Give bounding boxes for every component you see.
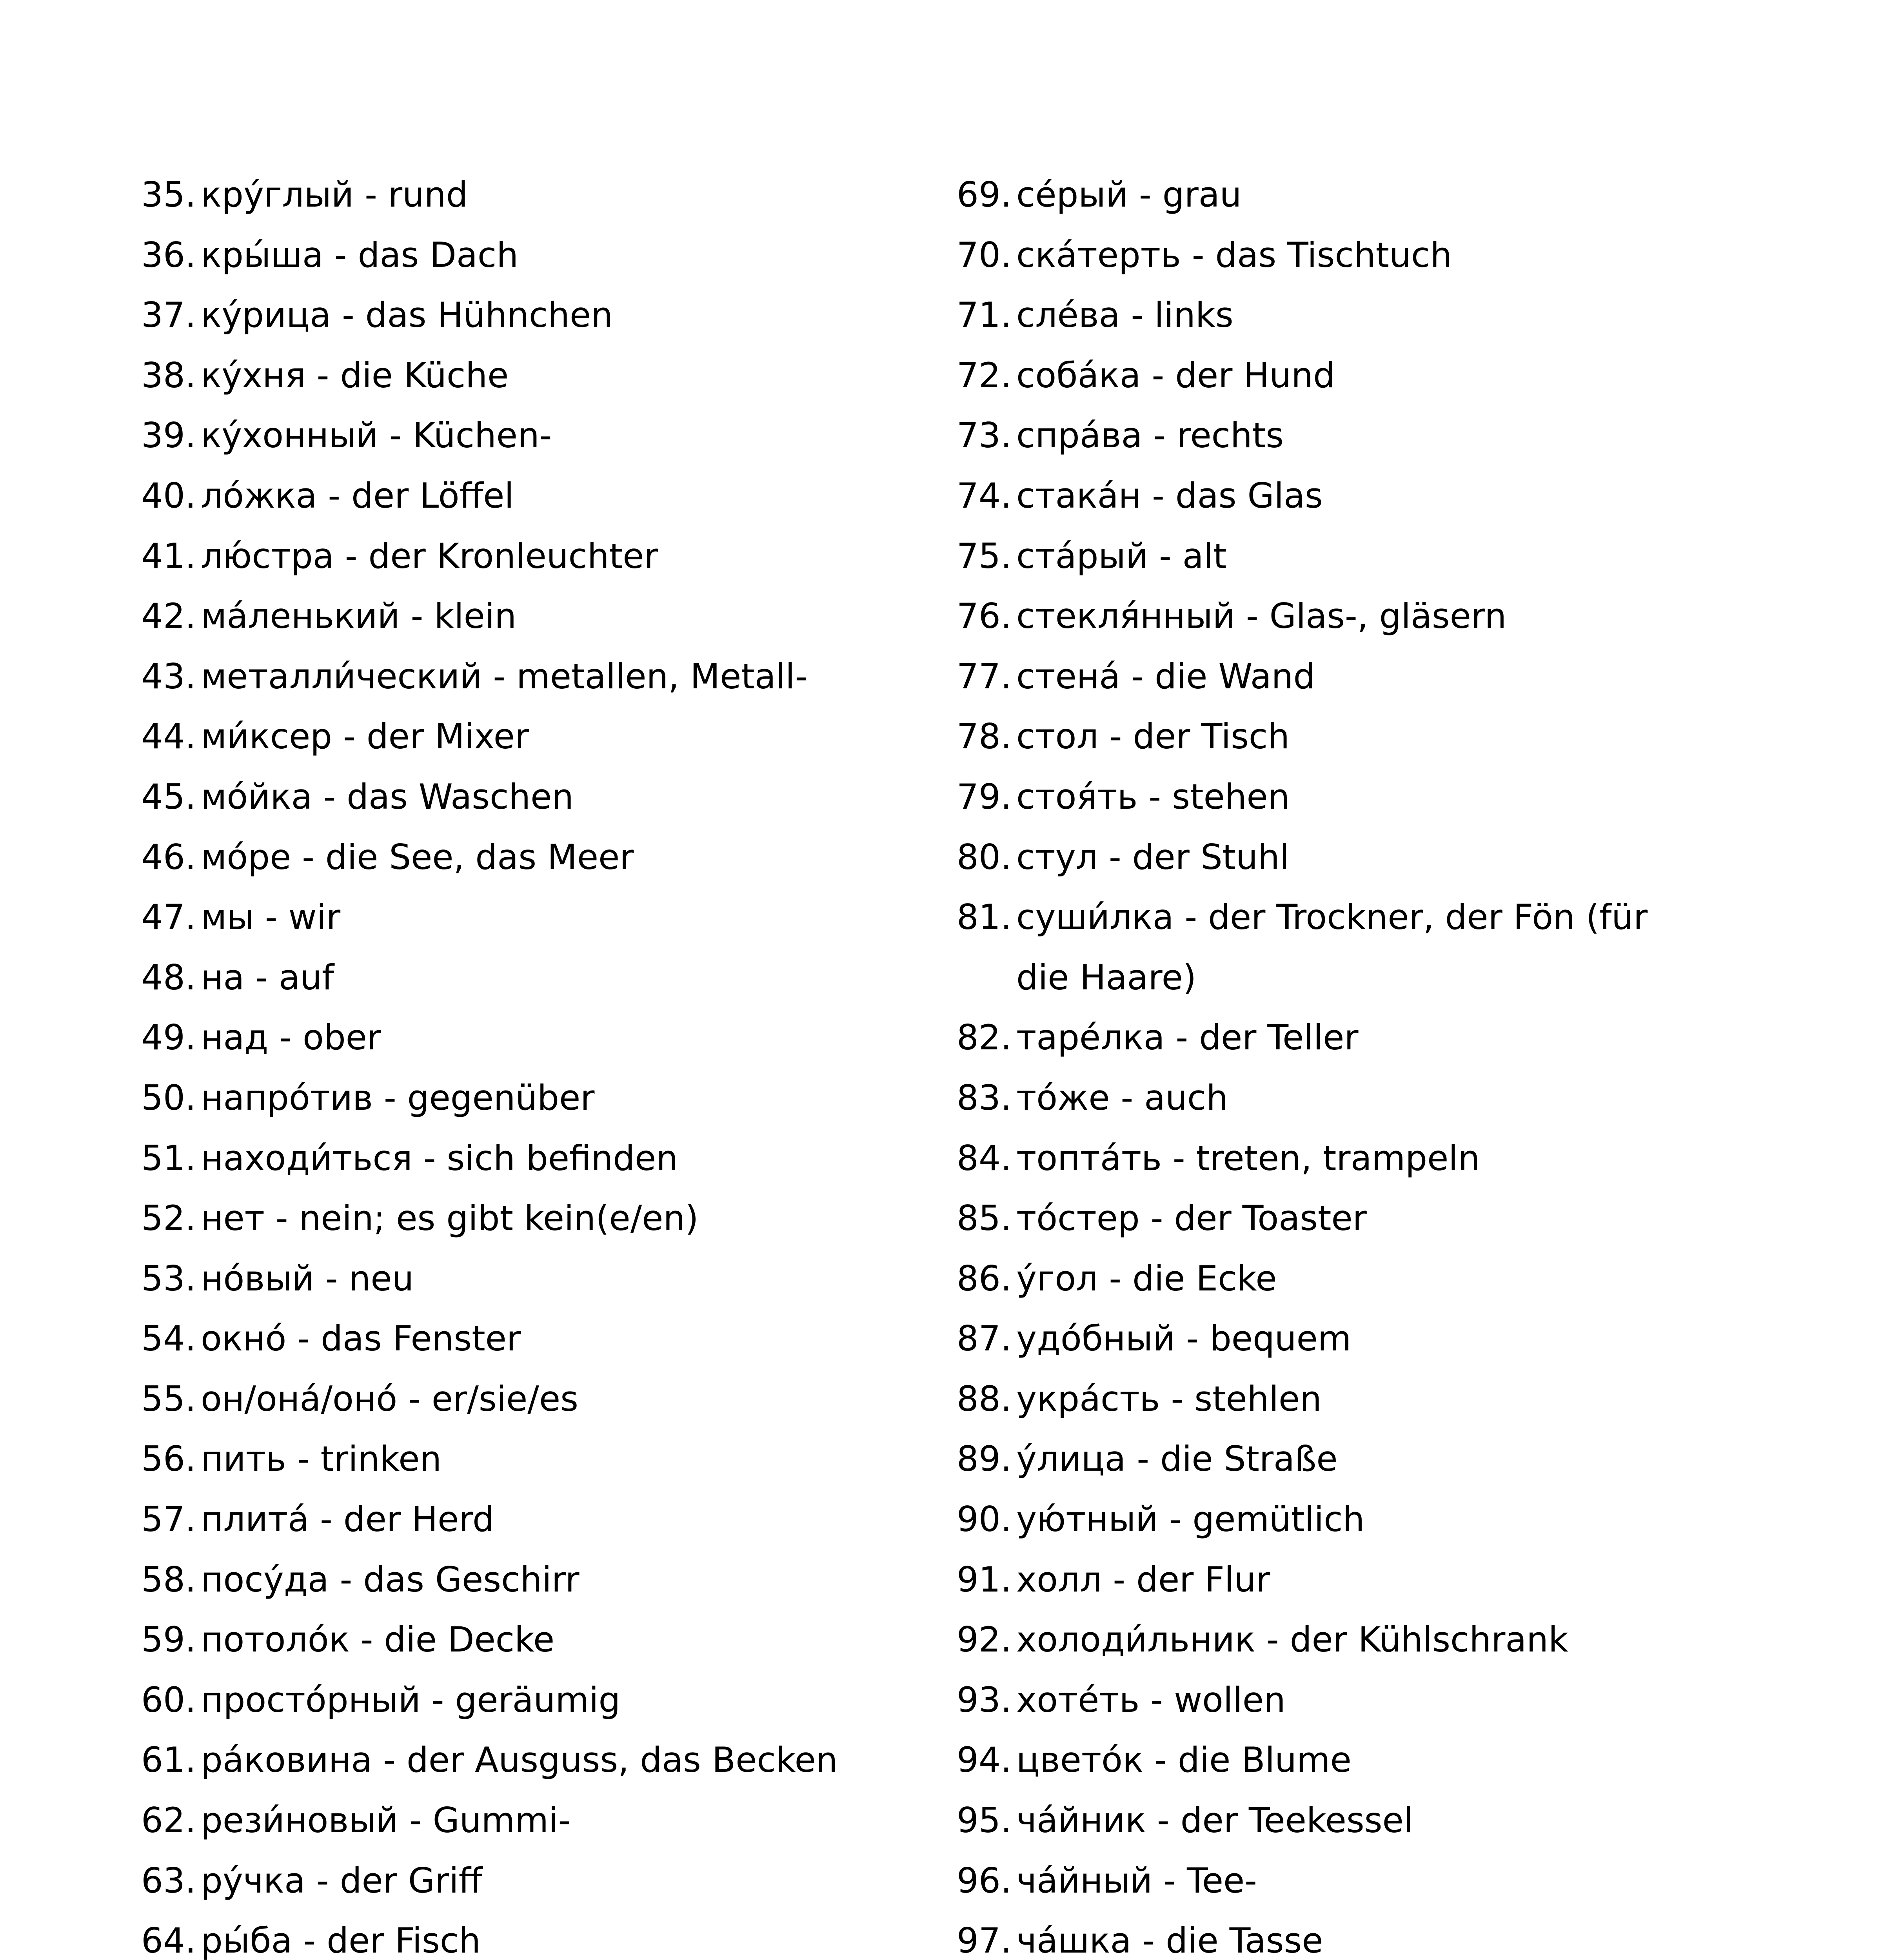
entry-number: 97. bbox=[957, 1920, 1012, 1960]
entry-number: 95. bbox=[957, 1800, 1012, 1841]
entry-text: то́же - auch bbox=[1016, 1077, 1228, 1118]
vocab-entry bbox=[957, 1308, 1741, 1369]
entry-text: пить - trinken bbox=[201, 1439, 442, 1479]
vocab-entry bbox=[141, 345, 917, 406]
vocab-entry bbox=[957, 767, 1741, 827]
entry-text: стекля́нный - Glas-, gläsern bbox=[1016, 596, 1507, 637]
entry-text: цвето́к - die Blume bbox=[1016, 1740, 1352, 1780]
vocab-entry bbox=[141, 405, 917, 466]
entry-number: 48. bbox=[141, 957, 196, 998]
vocab-entry bbox=[141, 586, 917, 646]
entry-text: укра́сть - stehlen bbox=[1016, 1378, 1322, 1419]
vocab-entry bbox=[141, 1550, 917, 1610]
vocab-entry bbox=[141, 1369, 917, 1429]
entry-number: 62. bbox=[141, 1800, 196, 1841]
vocab-entry bbox=[957, 526, 1741, 586]
vocab-entry bbox=[957, 1068, 1741, 1128]
entry-number: 94. bbox=[957, 1740, 1012, 1780]
entry-number: 89. bbox=[957, 1439, 1012, 1479]
entry-number: 39. bbox=[141, 415, 196, 456]
entry-text: лю́стра - der Kronleuchter bbox=[201, 535, 658, 576]
entry-text: суши́лка - der Trockner, der Fön (für die Haare) bbox=[1016, 897, 1648, 998]
vocab-entry bbox=[957, 1911, 1741, 1960]
entry-number: 55. bbox=[141, 1378, 196, 1419]
vocab-entry bbox=[141, 827, 917, 887]
vocabulary-list-left bbox=[141, 165, 917, 1960]
entry-number: 92. bbox=[957, 1619, 1012, 1660]
entry-number: 96. bbox=[957, 1860, 1012, 1901]
vocab-entry bbox=[141, 1790, 917, 1851]
entry-number: 85. bbox=[957, 1198, 1012, 1239]
entry-text: ма́ленький - klein bbox=[201, 596, 517, 637]
entry-text: ую́тный - gemütlich bbox=[1016, 1499, 1365, 1540]
vocab-entry bbox=[141, 1188, 917, 1249]
entry-text: рези́новый - Gummi- bbox=[201, 1800, 571, 1841]
entry-number: 61. bbox=[141, 1740, 196, 1780]
vocab-entry bbox=[141, 1308, 917, 1369]
vocab-entry bbox=[957, 706, 1741, 767]
entry-number: 91. bbox=[957, 1559, 1012, 1600]
entry-text: над - ober bbox=[201, 1017, 381, 1058]
entry-text: ми́ксер - der Mixer bbox=[201, 716, 529, 757]
entry-number: 57. bbox=[141, 1499, 196, 1540]
vocab-entry bbox=[957, 345, 1741, 406]
entry-number: 73. bbox=[957, 415, 1012, 456]
entry-text: нет - nein; es gibt kein(e/en) bbox=[201, 1198, 699, 1239]
vocab-entry bbox=[141, 1007, 917, 1068]
vocab-entry bbox=[141, 1249, 917, 1309]
entry-text: ку́хня - die Küche bbox=[201, 355, 509, 396]
vocab-entry bbox=[957, 1249, 1741, 1309]
entry-number: 72. bbox=[957, 355, 1012, 396]
vocab-entry bbox=[141, 285, 917, 345]
entry-number: 41. bbox=[141, 535, 196, 576]
vocab-entry bbox=[957, 1730, 1741, 1790]
vocab-entry bbox=[141, 767, 917, 827]
entry-number: 42. bbox=[141, 596, 196, 637]
entry-text: се́рый - grau bbox=[1016, 174, 1242, 215]
entry-number: 80. bbox=[957, 837, 1012, 877]
vocab-entry bbox=[141, 1851, 917, 1911]
vocab-entry bbox=[141, 646, 917, 707]
entry-number: 90. bbox=[957, 1499, 1012, 1540]
entry-number: 40. bbox=[141, 475, 196, 516]
entry-text: сле́ва - links bbox=[1016, 295, 1233, 336]
entry-text: то́стер - der Toaster bbox=[1016, 1198, 1367, 1239]
entry-number: 82. bbox=[957, 1017, 1012, 1058]
entry-text: ста́рый - alt bbox=[1016, 535, 1227, 576]
entry-number: 83. bbox=[957, 1077, 1012, 1118]
entry-number: 54. bbox=[141, 1318, 196, 1359]
entry-number: 46. bbox=[141, 837, 196, 877]
entry-number: 50. bbox=[141, 1077, 196, 1118]
entry-number: 47. bbox=[141, 897, 196, 938]
entry-text: ча́йник - der Teekessel bbox=[1016, 1800, 1413, 1841]
entry-number: 45. bbox=[141, 776, 196, 817]
entry-number: 53. bbox=[141, 1258, 196, 1299]
vocab-entry bbox=[141, 1489, 917, 1550]
entry-number: 36. bbox=[141, 234, 196, 275]
entry-text: ло́жка - der Löffel bbox=[201, 475, 514, 516]
vocab-entry bbox=[141, 1730, 917, 1790]
entry-text: ча́йный - Tee- bbox=[1016, 1860, 1257, 1901]
vocab-entry bbox=[141, 1429, 917, 1489]
entry-number: 86. bbox=[957, 1258, 1012, 1299]
vocab-entry bbox=[957, 827, 1741, 887]
vocab-entry bbox=[957, 887, 1741, 1007]
entry-number: 71. bbox=[957, 295, 1012, 336]
vocab-entry bbox=[957, 1670, 1741, 1730]
vocab-entry bbox=[957, 405, 1741, 466]
entry-number: 37. bbox=[141, 295, 196, 336]
vocab-entry bbox=[141, 1911, 917, 1960]
vocabulary-list-right bbox=[957, 165, 1741, 1960]
entry-number: 44. bbox=[141, 716, 196, 757]
entry-text: таре́лка - der Teller bbox=[1016, 1017, 1359, 1058]
vocab-entry bbox=[141, 947, 917, 1008]
vocab-entry bbox=[957, 466, 1741, 526]
vocab-entry bbox=[141, 526, 917, 586]
vocab-entry bbox=[141, 225, 917, 285]
entry-number: 52. bbox=[141, 1198, 196, 1239]
vocab-entry bbox=[957, 285, 1741, 345]
entry-text: у́гол - die Ecke bbox=[1016, 1258, 1277, 1299]
entry-number: 64. bbox=[141, 1920, 196, 1960]
entry-text: металли́ческий - metallen, Metall- bbox=[201, 656, 808, 697]
entry-text: холоди́льник - der Kühlschrank bbox=[1016, 1619, 1569, 1660]
entry-text: ры́ба - der Fisch bbox=[201, 1920, 481, 1960]
entry-text: мы - wir bbox=[201, 897, 341, 938]
vocab-entry bbox=[957, 225, 1741, 285]
entry-number: 84. bbox=[957, 1138, 1012, 1178]
vocab-entry bbox=[957, 1550, 1741, 1610]
entry-text: он/она́/оно́ - er/sie/es bbox=[201, 1378, 578, 1419]
vocab-entry bbox=[957, 1429, 1741, 1489]
entry-text: мо́йка - das Waschen bbox=[201, 776, 574, 817]
entry-number: 81. bbox=[957, 897, 1012, 938]
vocab-entry bbox=[957, 1007, 1741, 1068]
entry-text: на - auf bbox=[201, 957, 334, 998]
entry-number: 56. bbox=[141, 1439, 196, 1479]
entry-number: 63. bbox=[141, 1860, 196, 1901]
vocab-entry bbox=[957, 586, 1741, 646]
entry-number: 74. bbox=[957, 475, 1012, 516]
vocab-entry bbox=[957, 646, 1741, 707]
entry-text: напро́тив - gegenüber bbox=[201, 1077, 595, 1118]
entry-text: находи́ться - sich befinden bbox=[201, 1138, 678, 1178]
entry-number: 78. bbox=[957, 716, 1012, 757]
entry-number: 59. bbox=[141, 1619, 196, 1660]
entry-text: ра́ковина - der Ausguss, das Becken bbox=[201, 1740, 838, 1780]
entry-text: плита́ - der Herd bbox=[201, 1499, 494, 1540]
vocab-entry bbox=[141, 165, 917, 225]
entry-text: посу́да - das Geschirr bbox=[201, 1559, 579, 1600]
entry-text: у́лица - die Straße bbox=[1016, 1439, 1338, 1479]
entry-text: удо́бный - bequem bbox=[1016, 1318, 1352, 1359]
vocab-entry bbox=[957, 165, 1741, 225]
entry-text: стена́ - die Wand bbox=[1016, 656, 1315, 697]
vocab-entry bbox=[957, 1128, 1741, 1189]
entry-text: кру́глый - rund bbox=[201, 174, 468, 215]
entry-text: топта́ть - treten, trampeln bbox=[1016, 1138, 1480, 1178]
entry-text: соба́ка - der Hund bbox=[1016, 355, 1335, 396]
vocab-entry bbox=[141, 1068, 917, 1128]
entry-number: 70. bbox=[957, 234, 1012, 275]
vocab-entry bbox=[141, 1128, 917, 1189]
vocab-entry bbox=[141, 887, 917, 947]
entry-number: 75. bbox=[957, 535, 1012, 576]
entry-number: 51. bbox=[141, 1138, 196, 1178]
vocab-entry bbox=[957, 1610, 1741, 1670]
entry-number: 87. bbox=[957, 1318, 1012, 1359]
entry-number: 38. bbox=[141, 355, 196, 396]
entry-number: 79. bbox=[957, 776, 1012, 817]
entry-text: ку́рица - das Hühnchen bbox=[201, 295, 613, 336]
entry-text: спра́ва - rechts bbox=[1016, 415, 1284, 456]
entry-text: ку́хонный - Küchen- bbox=[201, 415, 552, 456]
entry-text: стол - der Tisch bbox=[1016, 716, 1290, 757]
entry-text: кры́ша - das Dach bbox=[201, 234, 519, 275]
entry-text: но́вый - neu bbox=[201, 1258, 414, 1299]
vocab-entry bbox=[141, 1610, 917, 1670]
entry-text: окно́ - das Fenster bbox=[201, 1318, 521, 1359]
entry-text: стул - der Stuhl bbox=[1016, 837, 1290, 877]
vocab-entry bbox=[141, 466, 917, 526]
entry-text: стака́н - das Glas bbox=[1016, 475, 1323, 516]
entry-number: 35. bbox=[141, 174, 196, 215]
entry-number: 88. bbox=[957, 1378, 1012, 1419]
entry-text: мо́ре - die See, das Meer bbox=[201, 837, 634, 877]
entry-number: 77. bbox=[957, 656, 1012, 697]
entry-text: хоте́ть - wollen bbox=[1016, 1679, 1286, 1720]
entry-number: 93. bbox=[957, 1679, 1012, 1720]
entry-text: ру́чка - der Griff bbox=[201, 1860, 483, 1901]
vocab-entry bbox=[957, 1188, 1741, 1249]
entry-text: ска́терть - das Tischtuch bbox=[1016, 234, 1452, 275]
vocab-entry bbox=[957, 1489, 1741, 1550]
entry-text: ча́шка - die Tasse bbox=[1016, 1920, 1323, 1960]
vocab-entry bbox=[141, 706, 917, 767]
vocab-entry bbox=[957, 1790, 1741, 1851]
vocab-entry bbox=[957, 1851, 1741, 1911]
entry-number: 69. bbox=[957, 174, 1012, 215]
entry-number: 49. bbox=[141, 1017, 196, 1058]
entry-text: потоло́к - die Decke bbox=[201, 1619, 555, 1660]
vocab-entry bbox=[957, 1369, 1741, 1429]
entry-text: стоя́ть - stehen bbox=[1016, 776, 1290, 817]
entry-number: 76. bbox=[957, 596, 1012, 637]
vocab-entry bbox=[141, 1670, 917, 1730]
entry-number: 43. bbox=[141, 656, 196, 697]
entry-number: 58. bbox=[141, 1559, 196, 1600]
entry-text: просто́рный - geräumig bbox=[201, 1679, 621, 1720]
entry-text: холл - der Flur bbox=[1016, 1559, 1270, 1600]
entry-number: 60. bbox=[141, 1679, 196, 1720]
